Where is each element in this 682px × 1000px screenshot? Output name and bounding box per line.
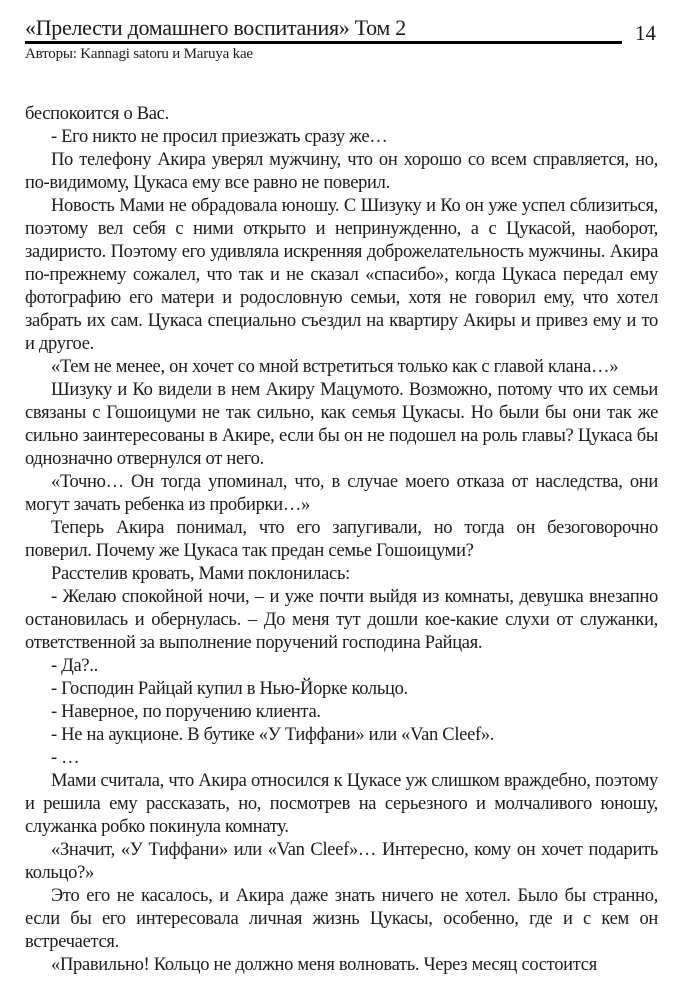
paragraph: Шизуку и Ко видели в нем Акиру Мацумото. Возможно, потому что их семьи связаны с Гошоицуми не так сильно, как семья Цукасы. Но были бы они так же сильно заинтересованы в Акире, если бы он не подошел на роль главы? Цукаса бы однозначно отвернулся от него. <box>25 380 658 469</box>
paragraph: - Желаю спокойной ночи, – и уже почти выйдя из комнаты, девушка внезапно остановилась и обернулась. – До меня тут дошли кое-какие слухи от служанки, ответственной за выполнение поручений господина Райцая. <box>25 587 658 653</box>
paragraph: «Точно… Он тогда упоминал, что, в случае моего отказа от наследства, они могут зачать ребенка из пробирки…» <box>25 472 658 515</box>
paragraph: Новость Мами не обрадовала юношу. С Шизуку и Ко он уже успел сблизиться, поэтому вел себя с ними открыто и непринужденно, а с Цукасой, наоборот, задиристо. Поэтому его удивляла искренняя доброжелательность мужчины. Акира по-прежнему сожалел, что так и не сказал «спасибо», когда Цукаса передал ему фотографию его матери и родословную семьи, хотя не говорил ему, что хотел забрать их сам. Цукаса специально съездил на квартиру Акиры и привез ему и то и другое. <box>25 196 658 354</box>
paragraph: «Тем не менее, он хочет со мной встретиться только как с главой клана…» <box>51 357 619 377</box>
paragraph: По телефону Акира уверял мужчину, что он хорошо со всем справляется, но, по-видимому, Цукаса ему все равно не поверил. <box>25 150 658 193</box>
body-text <box>0 63 682 977</box>
header-row <box>25 16 656 44</box>
paragraph: - Наверное, по поручению клиента. <box>51 702 321 722</box>
title-underline <box>25 16 622 44</box>
paragraph: «Значит, «У Тиффани» или «Van Cleef»… Интересно, кому он хочет подарить кольцо?» <box>25 840 658 883</box>
paragraph: - Не на аукционе. В бутике «У Тиффани» или «Van Cleef». <box>51 725 495 745</box>
page-header <box>0 0 682 63</box>
paragraph: беспокоится о Вас. <box>25 104 169 124</box>
page-title: «Прелести домашнего воспитания» Том 2 <box>25 15 406 40</box>
paragraph: «Правильно! Кольцо не должно меня волновать. Через месяц состоится <box>51 955 597 975</box>
paragraph: Расстелив кровать, Мами поклонилась: <box>51 564 350 584</box>
page-number: 14 <box>635 21 656 45</box>
paragraph: Теперь Акира понимал, что его запугивали, но тогда он безоговорочно поверил. Почему же Цукаса так предан семье Гошоицуми? <box>25 518 658 561</box>
paragraph: Мами считала, что Акира относился к Цукасе уж слишком враждебно, поэтому и решила ему рассказать, но, посмотрев на серьезного и молчаливого юношу, служанка робко покинула комнату. <box>25 771 658 837</box>
paragraph: - Его никто не просил приезжать сразу же… <box>51 127 388 147</box>
paragraph: - Да?.. <box>51 656 98 676</box>
paragraph: - Господин Райцай купил в Нью-Йорке кольцо. <box>51 679 408 699</box>
authors-line: Авторы: Kannagi satoru и Maruya kae <box>25 46 253 62</box>
paragraph: Это его не касалось, и Акира даже знать ничего не хотел. Было бы странно, если бы его интересовала личная жизнь Цукасы, особенно, где и с кем он встречается. <box>25 886 658 952</box>
paragraph: - … <box>51 748 80 768</box>
